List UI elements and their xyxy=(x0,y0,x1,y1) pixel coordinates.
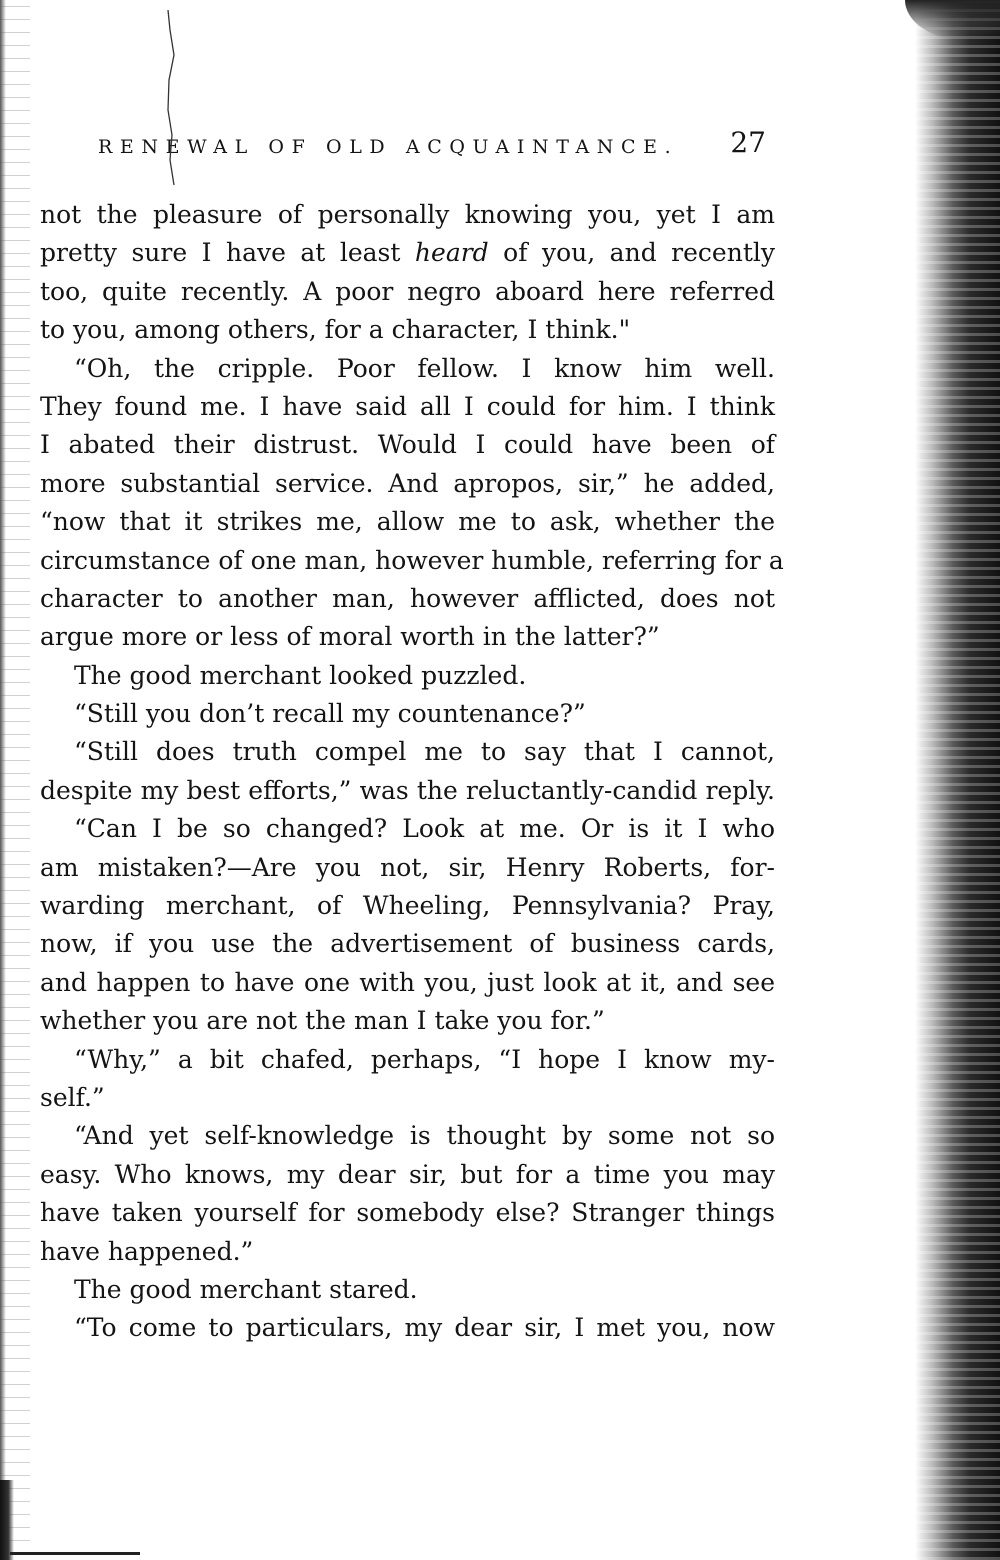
pencil-mark xyxy=(160,10,190,185)
text-line: self.” xyxy=(40,1082,105,1112)
text-line: pretty sure I have at least heard of you, and recently xyxy=(40,238,775,268)
text-line: too, quite recently. A poor negro aboard here referred xyxy=(40,276,775,306)
text-line: whether you are not the man I take you for.” xyxy=(40,1006,605,1036)
text-line: “And yet self-knowledge is thought by some not so xyxy=(74,1121,775,1151)
running-title: RENEWAL OF OLD ACQUAINTANCE. xyxy=(98,136,679,158)
text-line: have taken yourself for somebody else? Stranger things xyxy=(40,1198,775,1228)
text-line: The good merchant looked puzzled. xyxy=(74,660,527,690)
text-line: I abated their distrust. Would I could have been of xyxy=(40,430,775,460)
scan-edge-left xyxy=(0,0,30,1560)
scan-edge-right xyxy=(915,0,1000,1560)
text-line: am mistaken?—Are you not, sir, Henry Roberts, for- xyxy=(40,852,775,882)
text-line: “Still does truth compel me to say that I cannot, xyxy=(74,737,775,767)
text-line: They found me. I have said all I could for him. I think xyxy=(40,391,775,421)
text-line: character to another man, however afflicted, does not xyxy=(40,583,775,613)
scan-edge-left-bottom xyxy=(0,1480,14,1560)
text-line: have happened.” xyxy=(40,1236,254,1266)
body-text xyxy=(40,196,784,1348)
text-line: easy. Who knows, my dear sir, but for a time you may xyxy=(40,1159,775,1189)
text-line: “Still you don’t recall my countenance?” xyxy=(74,699,586,729)
text-line: argue more or less of moral worth in the latter?” xyxy=(40,622,660,652)
page-number: 27 xyxy=(730,126,766,159)
text-line: and happen to have one with you, just look at it, and see xyxy=(40,967,775,997)
text-line: more substantial service. And apropos, sir,” he added, xyxy=(40,468,775,498)
text-line: “To come to particulars, my dear sir, I met you, now xyxy=(74,1313,775,1343)
text-line: now, if you use the advertisement of business cards, xyxy=(40,929,775,959)
text-line: “Oh, the cripple. Poor fellow. I know him well. xyxy=(74,353,775,383)
text-line: “Can I be so changed? Look at me. Or is it I who xyxy=(74,814,775,844)
text-line: “Why,” a bit chafed, perhaps, “I hope I know my- xyxy=(74,1044,775,1074)
scan-edge-bottom-line xyxy=(10,1552,140,1555)
text-line: to you, among others, for a character, I think." xyxy=(40,315,631,345)
italic-word: heard xyxy=(414,238,489,268)
text-line: circumstance of one man, however humble, referring for a xyxy=(40,545,784,575)
text-line: The good merchant stared. xyxy=(74,1274,418,1304)
text-line: not the pleasure of personally knowing you, yet I am xyxy=(40,200,775,229)
text-line: despite my best efforts,” was the reluctantly-candid reply. xyxy=(40,775,775,805)
text-line: “now that it strikes me, allow me to ask, whether the xyxy=(40,507,775,537)
text-line: warding merchant, of Wheeling, Pennsylvania? Pray, xyxy=(40,891,775,921)
running-head xyxy=(98,126,768,162)
